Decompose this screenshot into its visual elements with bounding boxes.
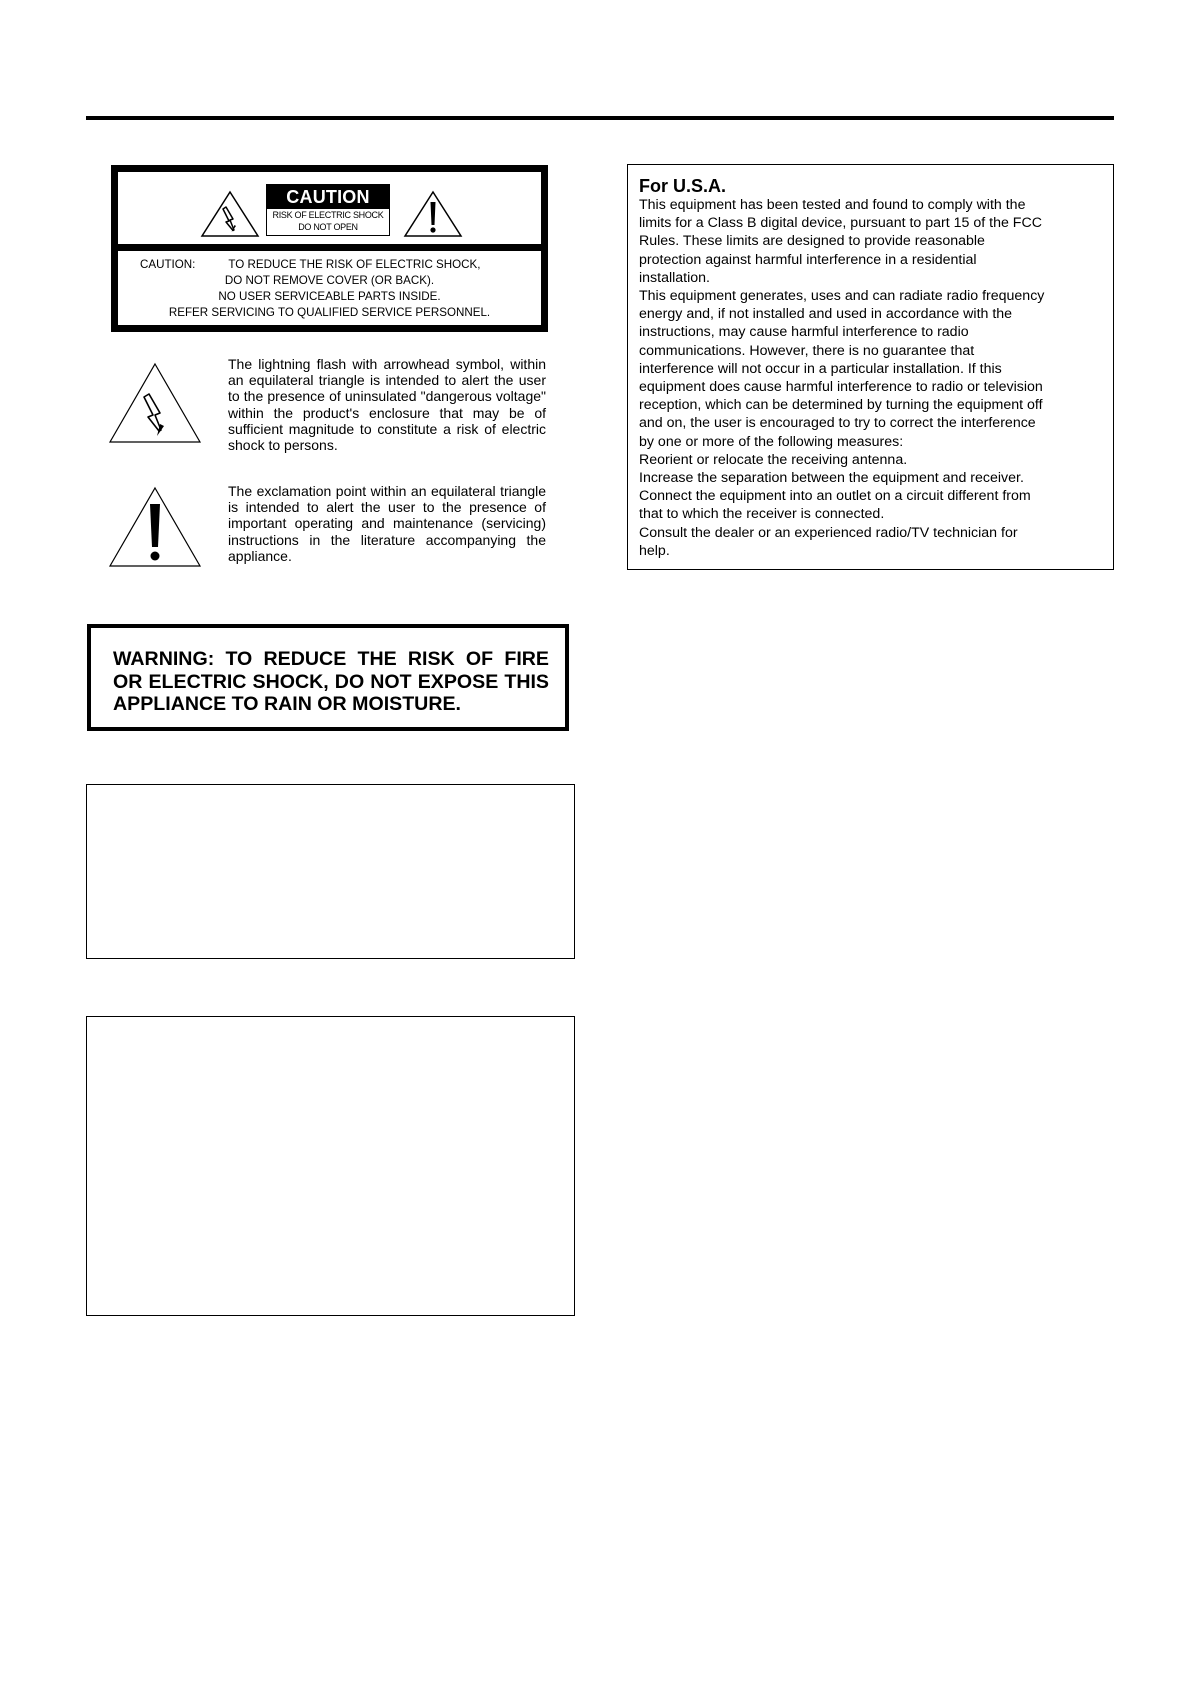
usa-line: Increase the separation between the equipment and receiver. — [639, 470, 1024, 487]
caution-subtext-1: RISK OF ELECTRIC SHOCK — [272, 210, 384, 220]
caution-warning-plate — [266, 184, 390, 236]
usa-fcc-notice — [627, 164, 1114, 570]
usa-line: This equipment generates, uses and can radiate radio frequency — [639, 288, 1045, 305]
lightning-triangle-icon — [108, 362, 202, 444]
usa-line: that to which the receiver is connected. — [639, 506, 885, 523]
usa-line: energy and, if not installed and used in accordance with the — [639, 306, 1013, 323]
usa-line: This equipment has been tested and found to comply with the — [639, 197, 1026, 213]
usa-line: instructions, may cause harmful interference to radio — [639, 324, 969, 341]
usa-line: interference will not occur in a particular installation. If this — [639, 360, 1002, 377]
caution-label-divider — [118, 244, 541, 251]
caution-line-2: DO NOT REMOVE COVER (OR BACK). — [224, 274, 435, 287]
usa-line: Rules. These limits are designed to provide reasonable — [639, 233, 985, 250]
usa-title: For U.S.A. — [639, 176, 727, 196]
caution-label — [111, 165, 548, 332]
caution-subtext-2: DO NOT OPEN — [298, 222, 358, 232]
usa-line: equipment does cause harmful interference to radio or television — [639, 379, 1043, 396]
empty-notice-box-2 — [86, 1016, 575, 1316]
caution-heading: CAUTION — [267, 185, 389, 209]
lightning-triangle-icon — [200, 190, 260, 238]
usa-line: reception, which can be determined by turning the equipment off — [639, 397, 1043, 414]
caution-label-header — [118, 172, 541, 244]
exclamation-triangle-icon — [403, 190, 463, 238]
usa-line: by one or more of the following measures: — [639, 433, 904, 450]
exclamation-triangle-icon — [108, 486, 202, 568]
caution-line-3: NO USER SERVICEABLE PARTS INSIDE. — [218, 290, 441, 303]
usa-line: communications. However, there is no guarantee that — [639, 342, 975, 359]
usa-line: limits for a Class B digital device, pursuant to part 15 of the FCC — [639, 215, 1042, 232]
usa-line: Consult the dealer or an experienced radio/TV technician for — [639, 524, 1018, 541]
exclamation-symbol-description: The exclamation point within an equilateral triangle is intended to alert the user to the presence of important operating and maintenance (servicing) instructions in the literature accompanying the appliance. — [228, 483, 546, 564]
caution-line-1-text: TO REDUCE THE RISK OF ELECTRIC SHOCK, — [228, 258, 481, 271]
warning-text: WARNING: TO REDUCE THE RISK OF FIRE OR ELECTRIC SHOCK, DO NOT EXPOSE THIS APPLIANCE TO RAIN OR MOISTURE. — [113, 648, 549, 715]
caution-line-4: REFER SERVICING TO QUALIFIED SERVICE PERSONNEL. — [168, 306, 491, 319]
caution-label-body — [118, 257, 541, 321]
usa-line: Connect the equipment into an outlet on a circuit different from — [639, 488, 1031, 505]
usa-line: protection against harmful interference in a residential — [639, 251, 977, 268]
usa-line: help. — [639, 542, 670, 559]
lightning-symbol-description: The lightning flash with arrowhead symbol, within an equilateral triangle is intended to alert the user to the presence of uninsulated "dangerous voltage" within the product's enclosure that may be of sufficient magnitude to constitute a risk of electric shock to persons. — [228, 356, 546, 454]
usa-line: Reorient or relocate the receiving antenna. — [639, 451, 908, 468]
caution-line-1 — [118, 257, 541, 273]
usa-body — [639, 196, 1109, 560]
empty-notice-box-1 — [86, 784, 575, 959]
usa-line: installation. — [639, 269, 710, 286]
warning-box — [87, 624, 569, 731]
usa-line: and on, the user is encouraged to try to correct the interference — [639, 415, 1036, 432]
top-rule — [86, 116, 1114, 120]
caution-prefix: CAUTION: — [140, 258, 196, 271]
